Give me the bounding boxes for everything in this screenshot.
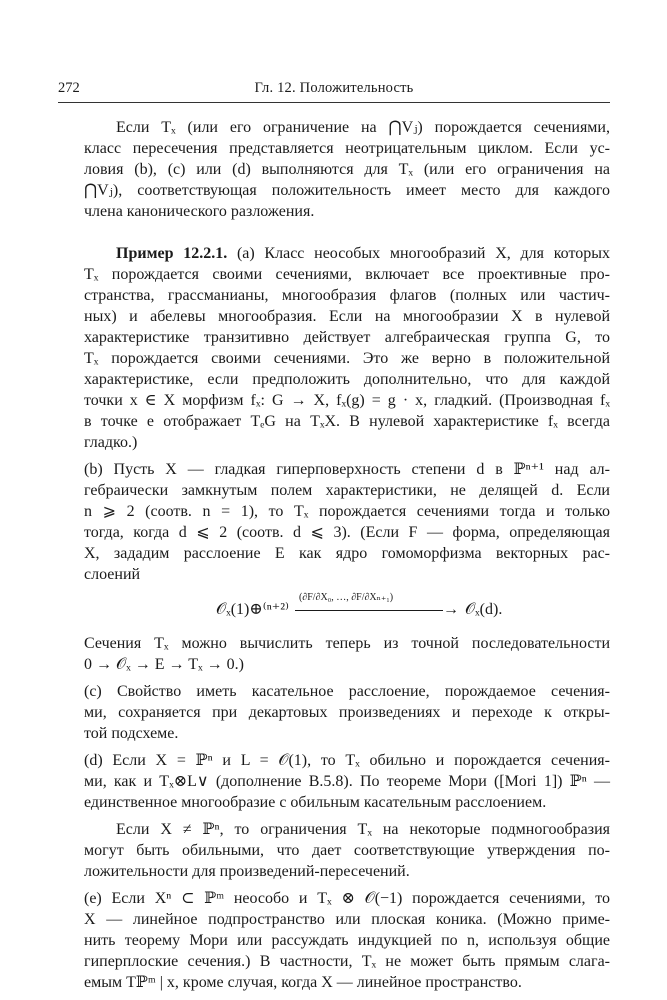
text-line: Если X ≠ ℙⁿ, то ограничения Tₓ на некоторые подмногообразия (116, 821, 610, 838)
text-line: ловия (b), (c) или (d) выполняются для Tₓ (или его ограничения на (84, 161, 610, 178)
header-rule (58, 102, 610, 103)
text-line: n ⩾ 2 (соотв. n = 1), то Tₓ порождается сечениями тогда и только (84, 503, 610, 520)
arrow-shaft (295, 610, 443, 611)
text-line: ⋂Vⱼ), соответствующая положительность имеет место для каждого (84, 182, 610, 199)
running-head: Гл. 12. Положительность (254, 80, 414, 96)
text-line: Tₓ порождается своими сечениями, включает все проективные про- (84, 266, 610, 283)
formula-arrow (295, 592, 459, 621)
page-number: 272 (58, 80, 80, 96)
text-line: X, зададим расслоение E как ядро гомоморфизма векторных рас- (84, 545, 610, 562)
text-line: слоений (84, 566, 141, 583)
text-line: той подсхеме. (84, 725, 179, 742)
paragraph-b (84, 459, 610, 585)
text-line: могут быть обильными, что дает соответствующие утверждения по- (84, 842, 610, 859)
text-line: ми, как и Tₓ⊗L∨ (дополнение B.5.8). По теореме Мори ([Mori 1]) ℙⁿ — (84, 773, 610, 790)
display-formula (84, 592, 610, 621)
text-line: емым Tℙᵐ | x, кроме случая, когда X — линейное пространство. (84, 974, 522, 991)
text-line: Сечения Tₓ можно вычислить теперь из точной последовательности (84, 635, 610, 652)
text-line: (e) Если Xⁿ ⊂ ℙᵐ неособо и Tₓ ⊗ 𝒪(−1) порождается сечениями, то (84, 890, 610, 907)
text-line: X — линейное подпространство или плоская коника. (Можно приме- (84, 911, 610, 928)
page-header (58, 80, 610, 100)
arrow-head-icon: → (442, 601, 459, 618)
text-line: гебраически замкнутым полем характеристики, не делящей d. Если (84, 482, 610, 499)
text-line: (b) Пусть X — гладкая гиперповерхность степени d в ℙⁿ⁺¹ над ал- (84, 461, 610, 478)
paragraph-e (84, 888, 610, 993)
page-body (84, 117, 610, 993)
example-12-2-1 (84, 243, 610, 453)
paragraph-d (84, 750, 610, 813)
text-line: (c) Свойство иметь касательное расслоение, порождаемое сечения- (84, 683, 610, 700)
text-line (84, 243, 610, 264)
text-line: Tₓ порождается своими сечениями. Это же верно в положительной (84, 350, 610, 367)
text-line: ми, сохраняется при декартовых произведениях и переходе к откры- (84, 704, 610, 721)
paragraph-c (84, 681, 610, 744)
text-line: в точке e отображает TₑG на TₓX. В нулевой характеристике fₓ всегда (84, 413, 610, 430)
text-line: тогда, когда d ⩽ 2 (соотв. d ⩽ 3). (Если F — форма, определяющая (84, 524, 610, 541)
paragraph-after-formula (84, 633, 610, 675)
text-line: (d) Если X = ℙⁿ и L = 𝒪(1), то Tₓ обильно и порождается сечения- (84, 752, 610, 769)
text-line: ных) и абелевы многообразия. Если на многообразии X в нулевой (84, 308, 610, 325)
text-line: Если Tₓ (или его ограничение на ⋂Vⱼ) порождается сечениями, (116, 119, 610, 136)
example-first-line: (a) Класс неособых многообразий X, для которых (227, 245, 610, 262)
text-line: нить теорему Мори или рассуждать индукцией по n, используя общие (84, 932, 610, 949)
text-line: класс пересечения представляется неотрицательным циклом. Если ус- (84, 140, 610, 157)
text-line: характеристике транзитивно действует алгебраическая группа G, то (84, 329, 610, 346)
text-line: характеристике, если предположить дополнительно, что для каждой (84, 371, 610, 388)
example-title: Пример 12.2.1. (116, 245, 228, 262)
text-line: точки x ∈ X морфизм fₓ: G → X, fₓ(g) = g · x, гладкий. (Производная fₓ (84, 392, 610, 409)
text-line: ложительности для произведений-пересечений. (84, 863, 410, 880)
paragraph-intro (84, 117, 610, 222)
formula-arrow-label: (∂F/∂X₀, …, ∂F/∂Xₙ₊₁) (298, 592, 394, 603)
text-line: 0 → 𝒪ₓ → E → Tₓ → 0.) (84, 656, 244, 673)
text-line: странства, грассманианы, многообразия флагов (полных или частич- (84, 287, 610, 304)
formula-right: 𝒪ₓ(d). (464, 601, 503, 618)
text-line: гладко.) (84, 434, 138, 451)
text-line: члена канонического разложения. (84, 203, 315, 220)
text-line: единственное многообразие с обильным касательным расслоением. (84, 794, 547, 811)
formula-left: 𝒪ₓ(1)⊕⁽ⁿ⁺²⁾ (216, 601, 289, 618)
paragraph-d-continued (84, 819, 610, 882)
text-line: гиперплоские сечения.) В частности, Tₓ не может быть прямым слага- (84, 953, 610, 970)
